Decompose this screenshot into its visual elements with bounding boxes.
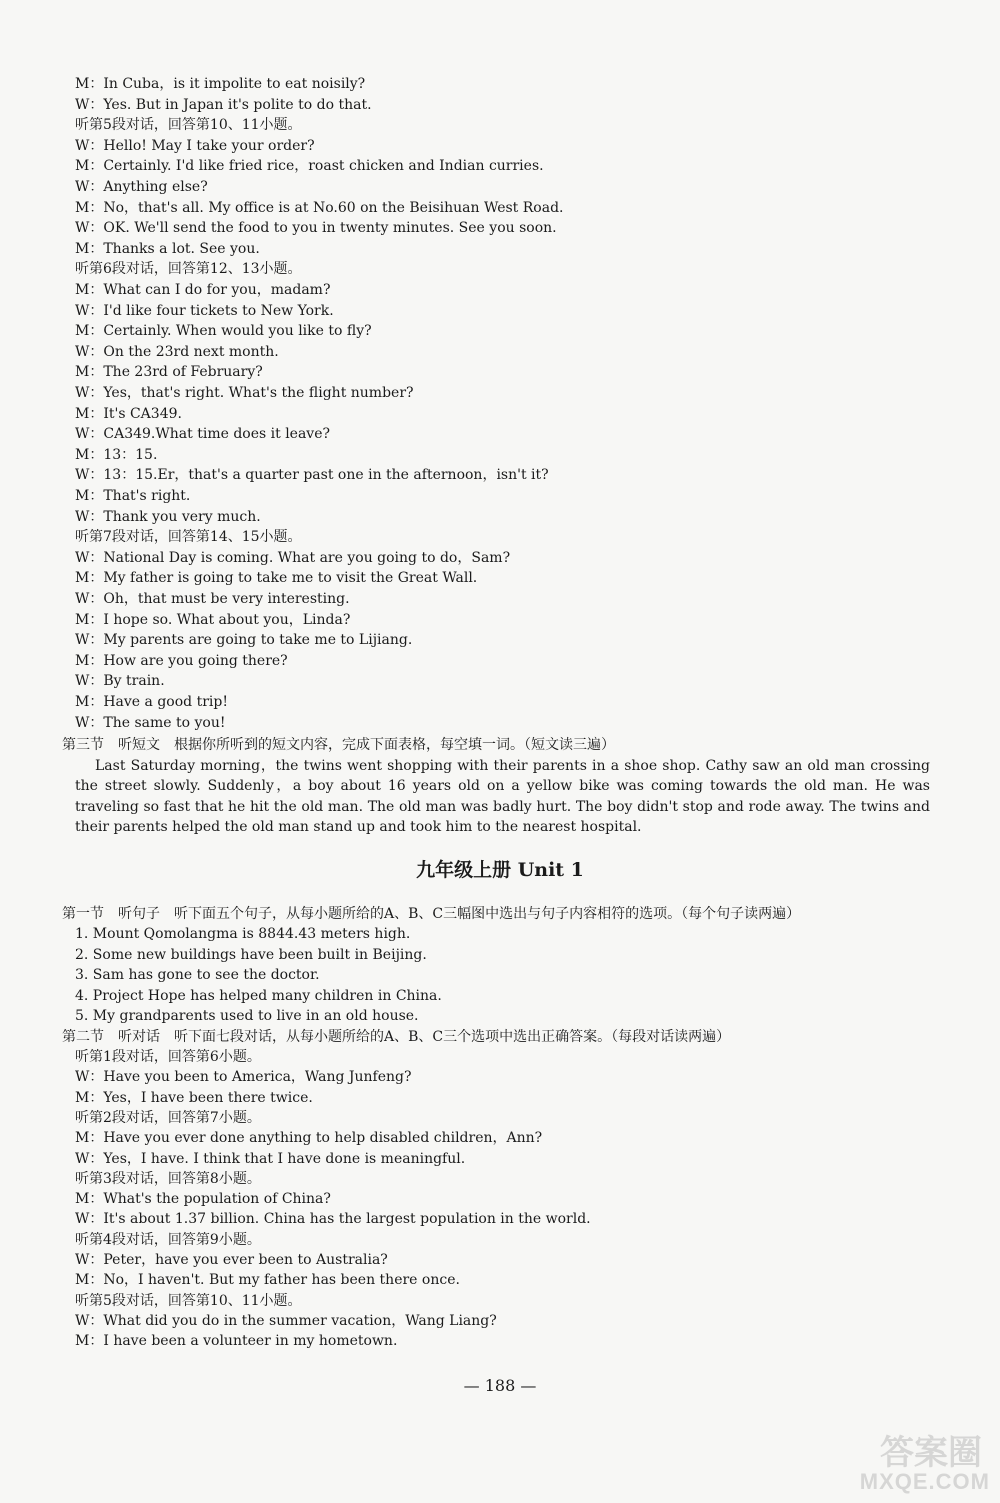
dialogue-line: W：National Day is coming. What are you going to do，Sam? <box>75 549 511 566</box>
watermark-logo-mark: 答案圈 <box>880 1433 982 1473</box>
dialogue-line: W：It's about 1.37 billion. China has the largest population in the world. <box>75 1211 591 1228</box>
dialogue-line: W：What did you do in the summer vacation，Wang Liang? <box>75 1312 497 1329</box>
dialogue-line: W：I'd like four tickets to New York. <box>75 302 334 319</box>
dialogue-line: 听第5段对话，回答第10、11小题。 <box>75 1292 302 1309</box>
dialogue-line: W：By train. <box>75 673 165 690</box>
section-1-heading: 第一节 听句子 听下面五个句子，从每小题所给的A、B、C三幅图中选出与句子内容相符的选项。（每个句子读两遍） <box>62 906 801 922</box>
dialogue-line: W：On the 23rd next month. <box>75 343 279 360</box>
dialogue-line: W：Have you been to America，Wang Junfeng? <box>75 1069 412 1086</box>
dialogue-line: M：What's the population of China? <box>75 1191 331 1208</box>
sentence-item: 3. Sam has gone to see the doctor. <box>75 967 320 983</box>
section-2-heading: 第二节 听对话 听下面七段对话，从每小题所给的A、B、C三个选项中选出正确答案。（每段对话读两遍） <box>62 1029 731 1045</box>
sentence-item: 2. Some new buildings have been built in Beijing. <box>75 946 427 963</box>
section-3-heading: 第三节 听短文 根据你所听到的短文内容，完成下面表格，每空填一词。（短文读三遍） <box>62 737 615 753</box>
dialogue-line: W：Oh，that must be very interesting. <box>75 591 350 607</box>
dialogue-line: 听第4段对话，回答第9小题。 <box>75 1231 261 1248</box>
dialogue-line: W：Thank you very much. <box>75 508 261 525</box>
dialogue-line: W：My parents are going to take me to Lijiang. <box>75 632 413 649</box>
dialogue-line: M：No，I haven't. But my father has been there once. <box>75 1272 460 1289</box>
dialogue-line: M：Yes，I have been there twice. <box>75 1089 313 1106</box>
dialogue-line: W：The same to you! <box>75 714 226 731</box>
dialogue-line: M：13：15. <box>75 446 158 463</box>
dialogue-line: M：I have been a volunteer in my hometown. <box>75 1333 398 1350</box>
dialogue-line: W：13：15.Er，that's a quarter past one in the afternoon，isn't it? <box>75 467 549 484</box>
dialogue-line: W：Hello! May I take your order? <box>75 137 315 154</box>
dialogue-line: M：That's right. <box>75 488 191 504</box>
dialogue-line: M：Thanks a lot. See you. <box>75 240 260 257</box>
dialogue-line: M：Certainly. I'd like fried rice，roast chicken and Indian curries. <box>75 158 544 175</box>
dialogue-line: 听第7段对话，回答第14、15小题。 <box>75 529 302 546</box>
dialogue-line: 听第3段对话，回答第8小题。 <box>75 1170 261 1187</box>
dialogue-line: M：Have a good trip! <box>75 694 228 710</box>
dialogue-line: M：It's CA349. <box>75 405 182 422</box>
dialogue-line: M：In Cuba，is it impolite to eat noisily? <box>75 76 366 92</box>
dialogue-line: W：Peter，have you ever been to Australia? <box>75 1252 388 1268</box>
dialogue-line: 听第6段对话，回答第12、13小题。 <box>75 261 302 278</box>
sentence-item: 5. My grandparents used to live in an old house. <box>75 1008 419 1024</box>
dialogue-line: M：Have you ever done anything to help disabled children，Ann? <box>75 1130 543 1147</box>
dialogue-line: M：No，that's all. My office is at No.60 on the Beisihuan West Road. <box>75 199 564 216</box>
dialogue-line: W：OK. We'll send the food to you in twenty minutes. See you soon. <box>75 220 557 237</box>
dialogue-line: M：The 23rd of February? <box>75 364 263 381</box>
sentence-item: 4. Project Hope has helped many children in China. <box>75 987 442 1004</box>
listening-passage: Last Saturday morning，the twins went shopping with their parents in a shoe shop. Cathy saw an old man crossing the street slowly. Suddenly，a boy about 16 years old on a yellow bike was coming towards the old man. He was traveling so fast that he hit the old man. The old man was badly hurt. The boy didn't stop and rode away. The twins and their parents helped the old man stand up and took him to the nearest hospital. <box>75 758 930 835</box>
watermark-logo <box>840 1425 990 1495</box>
page-number: — 188 — <box>463 1376 537 1395</box>
sentence-item: 1. Mount Qomolangma is 8844.43 meters high. <box>75 926 411 942</box>
dialogue-line: M：What can I do for you，madam? <box>75 282 331 298</box>
dialogue-line: 听第1段对话，回答第6小题。 <box>75 1049 261 1065</box>
dialogue-line: M：My father is going to take me to visit the Great Wall. <box>75 570 478 587</box>
unit-title: 九年级上册 Unit 1 <box>416 859 584 881</box>
dialogue-line: W：Anything else? <box>75 179 208 195</box>
dialogue-line: W：Yes，I have. I think that I have done is meaningful. <box>75 1150 466 1167</box>
dialogue-line: M：I hope so. What about you，Linda? <box>75 611 351 628</box>
dialogue-line: W：CA349.What time does it leave? <box>75 426 331 443</box>
dialogue-line: W：Yes，that's right. What's the flight number? <box>75 385 414 401</box>
dialogue-line: M：How are you going there? <box>75 652 288 669</box>
dialogue-line: 听第2段对话，回答第7小题。 <box>75 1109 261 1126</box>
dialogue-line: 听第5段对话，回答第10、11小题。 <box>75 117 302 134</box>
watermark-site: MXQE.COM <box>859 1469 990 1494</box>
dialogue-line: M：Certainly. When would you like to fly? <box>75 323 372 340</box>
dialogue-line: W：Yes. But in Japan it's polite to do that. <box>75 96 372 113</box>
